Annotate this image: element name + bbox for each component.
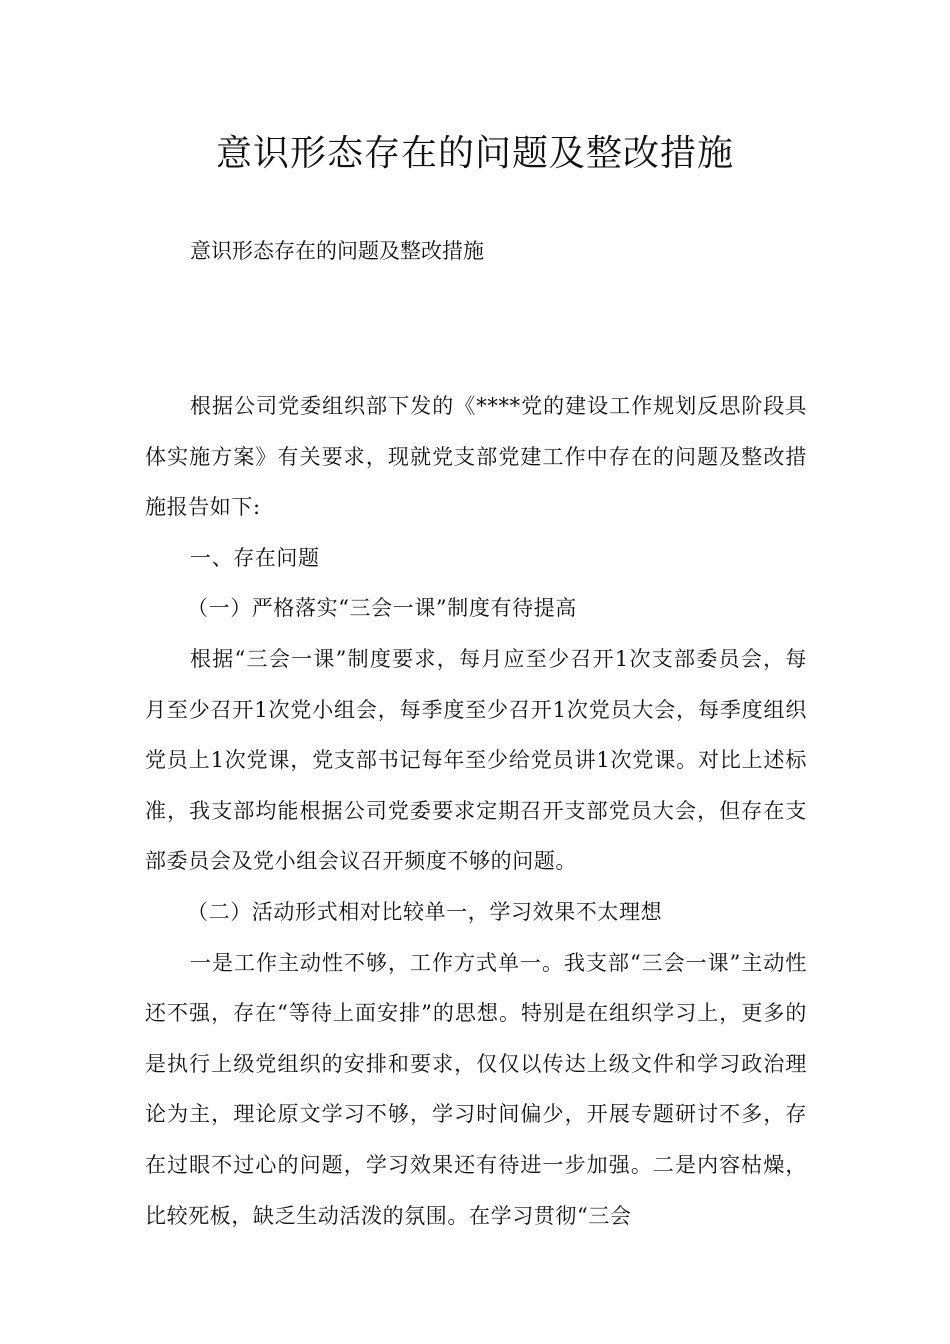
body-paragraph-2: 一是工作主动性不够，工作方式单一。我支部“三会一课”主动性还不强，存在“等待上面安排”的思想。特别是在组织学习上，更多的是执行上级党组织的安排和要求，仅仅以传达上级文件和学习政治理论为主，理论原文学习不够，学习时间偏少，开展专题研讨不多，存在过眼不过心的问题，学习效果还有待进一步加强。二是内容枯燥，比较死板，缺乏生动活泼的氛围。在学习贯彻“三会: [145, 950, 807, 1228]
body-paragraph-1: 根据“三会一课”制度要求，每月应至少召开1次支部委员会，每月至少召开1次党小组会，每季度至少召开1次党员大会，每季度组织党员上1次党课，党支部书记每年至少给党员讲1次党课。对比上述标准，我支部均能根据公司党委要求定期召开支部党员大会，但存在支部委员会及党小组会议召开频度不够的问题。: [145, 646, 807, 874]
document-body: [145, 381, 807, 1241]
document-title: 意识形态存在的问题及整改措施: [215, 133, 734, 174]
subsection-heading-2: （二）活动形式相对比较单一，学习效果不太理想: [187, 899, 663, 924]
section-heading: 一、存在问题: [190, 545, 320, 570]
intro-paragraph: 根据公司党委组织部下发的《****党的建设工作规划反思阶段具体实施方案》有关要求，现就党支部党建工作中存在的问题及整改措施报告如下:: [145, 394, 807, 520]
document-subtitle: 意识形态存在的问题及整改措施: [190, 239, 484, 263]
subsection-heading-1: （一）严格落实“三会一课”制度有待提高: [187, 596, 577, 621]
